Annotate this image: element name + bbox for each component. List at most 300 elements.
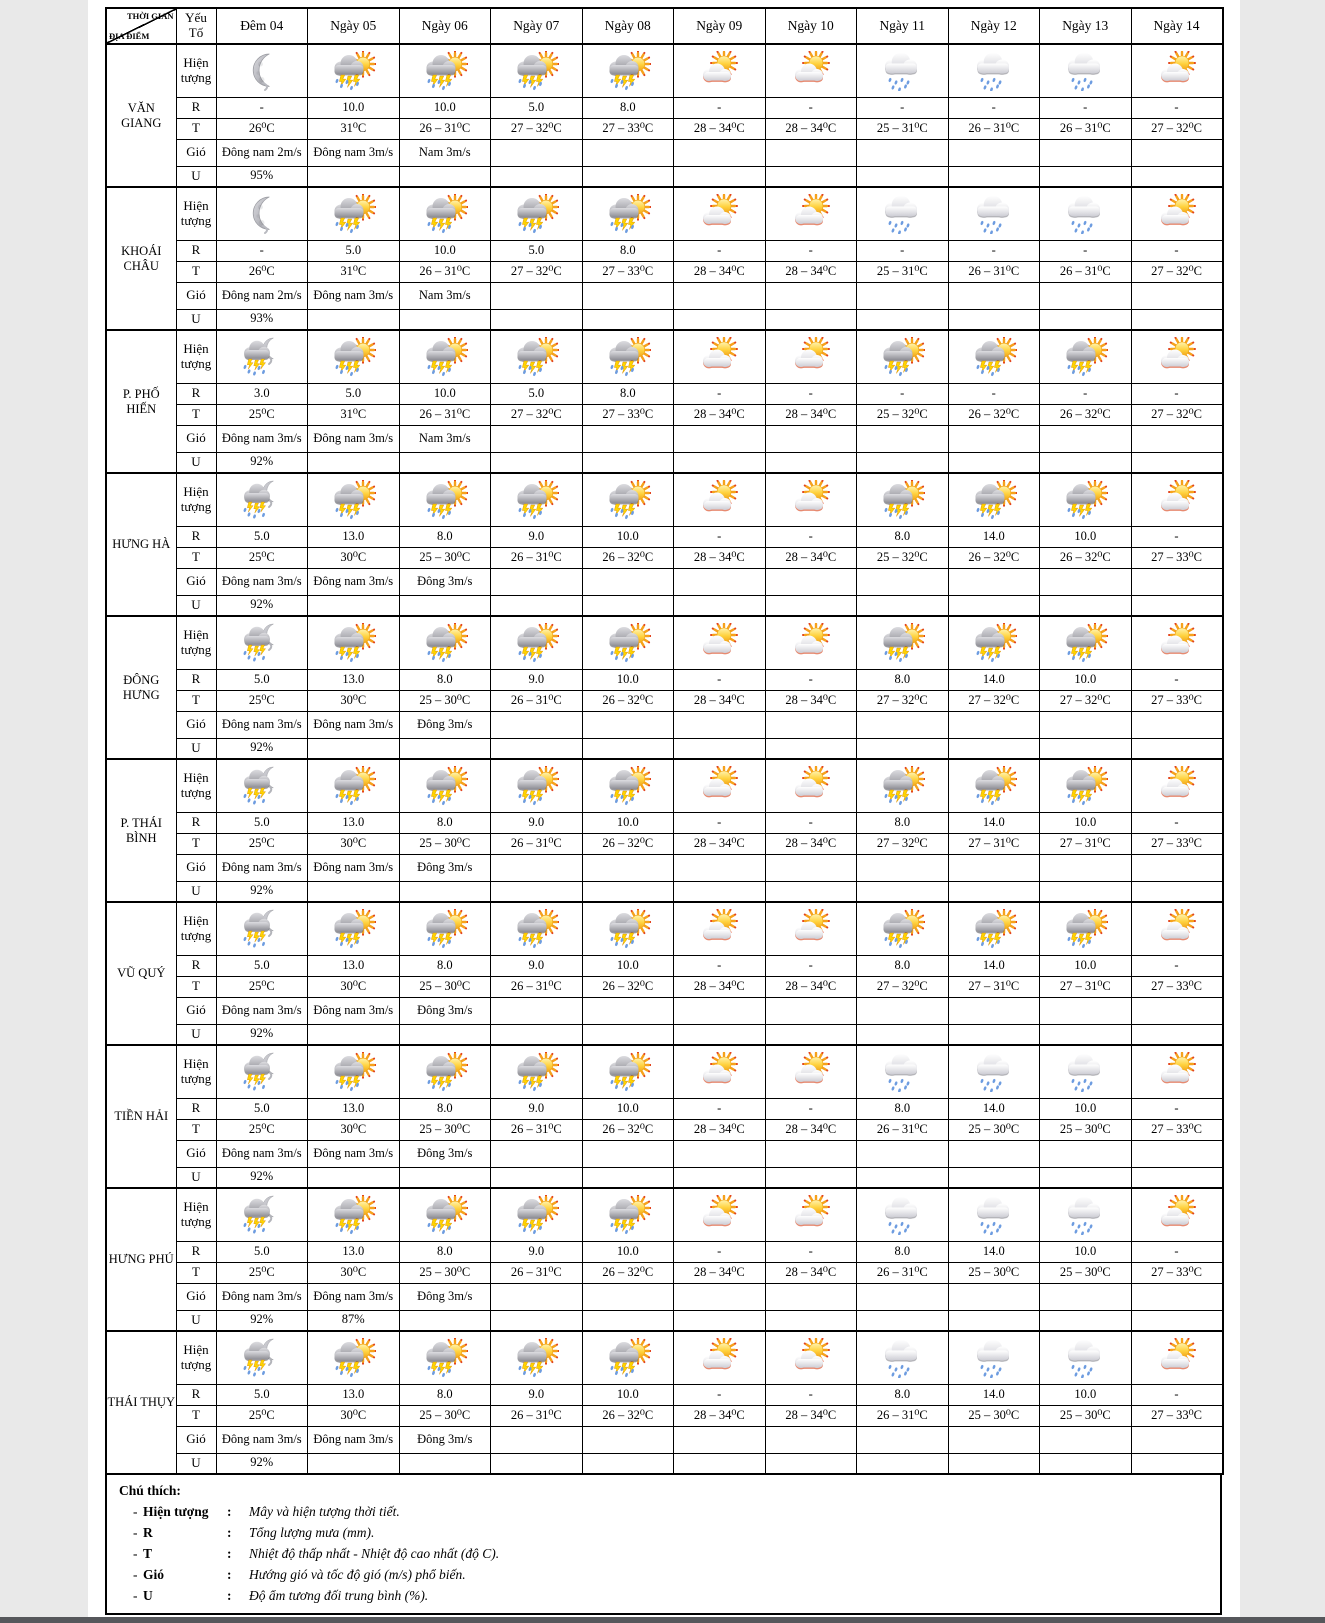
icon-storm-sun	[330, 766, 376, 806]
row-label-humidity: U	[176, 1310, 216, 1331]
wind-value	[674, 1426, 766, 1453]
icon-sun-cloud	[1154, 1338, 1200, 1378]
location-block	[106, 1188, 1223, 1331]
rain-value: 14.0	[948, 955, 1040, 976]
temp-value: 28 – 34⁰C	[765, 1119, 857, 1140]
icon-sun-cloud	[788, 51, 834, 91]
humidity-value	[1131, 309, 1223, 330]
wind-value: Đông nam 3m/s	[216, 1140, 308, 1167]
icon-night-storm	[239, 1338, 285, 1378]
humidity-value	[1131, 1310, 1223, 1331]
temp-value: 28 – 34⁰C	[765, 976, 857, 997]
rain-value: 10.0	[582, 1098, 674, 1119]
icon-moon	[239, 194, 285, 234]
rain-value: 8.0	[399, 526, 491, 547]
row-label-wind: Gió	[176, 711, 216, 738]
wind-value	[948, 997, 1040, 1024]
wind-value	[582, 997, 674, 1024]
wind-value	[491, 139, 583, 166]
phenomenon-cell	[491, 187, 583, 240]
phenomenon-cell	[216, 1188, 308, 1241]
phenomenon-cell	[674, 759, 766, 812]
corner-cell	[106, 8, 176, 44]
wind-value	[1040, 854, 1132, 881]
humidity-value	[399, 452, 491, 473]
humidity-value	[582, 1167, 674, 1188]
wind-value	[582, 854, 674, 881]
icon-storm-sun	[513, 766, 559, 806]
humidity-value	[765, 1453, 857, 1474]
humidity-value	[1040, 738, 1132, 759]
col-header-1: Ngày 05	[308, 8, 400, 44]
rain-value: -	[948, 383, 1040, 404]
temp-value: 25 – 30⁰C	[1040, 1119, 1132, 1140]
phenomenon-cell	[765, 187, 857, 240]
wind-value: Đông 3m/s	[399, 997, 491, 1024]
humidity-value	[582, 738, 674, 759]
phenomenon-cell	[399, 330, 491, 383]
phenomenon-cell	[1131, 759, 1223, 812]
phenomenon-cell	[1040, 616, 1132, 669]
phenomenon-cell	[399, 902, 491, 955]
icon-sun-cloud	[1154, 51, 1200, 91]
phenomenon-cell	[491, 1188, 583, 1241]
wind-value	[1040, 997, 1132, 1024]
row-label-rain: R	[176, 1241, 216, 1262]
wind-value	[582, 568, 674, 595]
icon-sun-cloud	[788, 480, 834, 520]
wind-value	[1131, 139, 1223, 166]
wind-value	[1131, 854, 1223, 881]
temp-value: 25⁰C	[216, 1405, 308, 1426]
phenomenon-cell	[1040, 902, 1132, 955]
phenomenon-cell	[491, 1331, 583, 1384]
rain-value: 5.0	[216, 1098, 308, 1119]
phenomenon-cell	[674, 616, 766, 669]
humidity-value	[765, 309, 857, 330]
phenomenon-cell	[674, 902, 766, 955]
rain-value: 5.0	[308, 240, 400, 261]
temp-value: 28 – 34⁰C	[765, 833, 857, 854]
humidity-value	[399, 881, 491, 902]
temp-value: 25 – 30⁰C	[399, 1119, 491, 1140]
rain-value: 5.0	[491, 383, 583, 404]
phenomenon-cell	[1131, 187, 1223, 240]
row-label-phenomenon: Hiện tượng	[176, 187, 216, 240]
temp-value: 26 – 32⁰C	[1040, 547, 1132, 568]
temp-value: 28 – 34⁰C	[674, 1262, 766, 1283]
wind-value	[1131, 1283, 1223, 1310]
wind-value: Đông nam 3m/s	[216, 1283, 308, 1310]
humidity-value	[399, 1024, 491, 1045]
rain-value: -	[674, 526, 766, 547]
temp-value: 26 – 32⁰C	[582, 547, 674, 568]
phenomenon-cell	[582, 902, 674, 955]
wind-value	[491, 1426, 583, 1453]
phenomenon-cell	[216, 616, 308, 669]
humidity-value	[857, 1167, 949, 1188]
phenomenon-cell	[308, 44, 400, 97]
forecast-table	[105, 7, 1224, 1475]
wind-value	[765, 568, 857, 595]
icon-storm-sun	[1062, 337, 1108, 377]
phenomenon-cell	[582, 330, 674, 383]
temp-value: 26 – 31⁰C	[857, 1405, 949, 1426]
wind-value	[1040, 282, 1132, 309]
wind-value: Nam 3m/s	[399, 425, 491, 452]
humidity-value	[308, 881, 400, 902]
rain-value: 5.0	[216, 955, 308, 976]
icon-storm-sun	[879, 766, 925, 806]
wind-value	[674, 282, 766, 309]
col-header-6: Ngày 10	[765, 8, 857, 44]
icon-sun-cloud	[788, 1195, 834, 1235]
icon-sun-cloud	[696, 1338, 742, 1378]
temp-value: 28 – 34⁰C	[674, 690, 766, 711]
wind-value	[1131, 568, 1223, 595]
temp-value: 26⁰C	[216, 118, 308, 139]
phenomenon-cell	[308, 1045, 400, 1098]
phenomenon-cell	[582, 473, 674, 526]
icon-sun-cloud	[696, 194, 742, 234]
icon-storm-sun	[1062, 909, 1108, 949]
wind-value	[674, 568, 766, 595]
rain-value: 10.0	[399, 97, 491, 118]
temp-value: 30⁰C	[308, 976, 400, 997]
icon-sun-cloud	[788, 909, 834, 949]
icon-storm-sun	[330, 480, 376, 520]
row-label-humidity: U	[176, 1167, 216, 1188]
legend-term: U	[143, 1588, 153, 1603]
row-label-temp: T	[176, 833, 216, 854]
row-label-temp: T	[176, 1119, 216, 1140]
rain-value: -	[857, 97, 949, 118]
phenomenon-cell	[582, 1331, 674, 1384]
icon-storm-sun	[330, 51, 376, 91]
phenomenon-cell	[948, 44, 1040, 97]
wind-value	[1131, 282, 1223, 309]
icon-storm-sun	[1062, 766, 1108, 806]
icon-storm-sun	[605, 1338, 651, 1378]
row-label-humidity: U	[176, 452, 216, 473]
humidity-value	[1040, 881, 1132, 902]
icon-storm-sun	[605, 1195, 651, 1235]
icon-rain-cloud	[879, 1195, 925, 1235]
legend-desc: Hướng gió và tốc độ gió (m/s) phổ biến.	[249, 1567, 466, 1582]
temp-value: 25⁰C	[216, 404, 308, 425]
temp-value: 26 – 31⁰C	[857, 1262, 949, 1283]
icon-night-storm	[239, 766, 285, 806]
wind-value	[491, 997, 583, 1024]
wind-value	[1131, 711, 1223, 738]
phenomenon-cell	[765, 1188, 857, 1241]
phenomenon-cell	[582, 44, 674, 97]
wind-value	[1040, 1283, 1132, 1310]
temp-value: 27 – 32⁰C	[948, 690, 1040, 711]
phenomenon-cell	[491, 902, 583, 955]
wind-value	[765, 139, 857, 166]
icon-storm-sun	[330, 909, 376, 949]
icon-storm-sun	[513, 480, 559, 520]
temp-value: 26 – 31⁰C	[1040, 118, 1132, 139]
rain-value: 8.0	[857, 1384, 949, 1405]
wind-value: Nam 3m/s	[399, 139, 491, 166]
rain-value: -	[1131, 97, 1223, 118]
rain-value: 13.0	[308, 812, 400, 833]
rain-value: -	[765, 812, 857, 833]
rain-value: 5.0	[216, 812, 308, 833]
rain-value: 13.0	[308, 955, 400, 976]
humidity-value	[674, 738, 766, 759]
legend-item	[133, 1501, 1220, 1522]
phenomenon-cell	[399, 473, 491, 526]
wind-value: Đông 3m/s	[399, 854, 491, 881]
row-label-humidity: U	[176, 309, 216, 330]
phenomenon-cell	[1131, 902, 1223, 955]
wind-value	[857, 711, 949, 738]
humidity-value	[948, 1167, 1040, 1188]
icon-storm-sun	[1062, 623, 1108, 663]
rain-value: -	[765, 383, 857, 404]
rain-value: 8.0	[582, 383, 674, 404]
humidity-value	[948, 166, 1040, 187]
icon-storm-sun	[971, 623, 1017, 663]
humidity-value	[948, 881, 1040, 902]
phenomenon-cell	[765, 1045, 857, 1098]
phenomenon-cell	[948, 1331, 1040, 1384]
temp-value: 28 – 34⁰C	[765, 1405, 857, 1426]
legend-term: R	[143, 1525, 153, 1540]
temp-value: 27 – 32⁰C	[857, 833, 949, 854]
temp-value: 28 – 34⁰C	[765, 690, 857, 711]
icon-sun-cloud	[788, 1052, 834, 1092]
icon-rain-cloud	[879, 1052, 925, 1092]
location-block	[106, 616, 1223, 759]
rain-value: 10.0	[1040, 669, 1132, 690]
wind-value	[765, 711, 857, 738]
temp-value: 30⁰C	[308, 1262, 400, 1283]
phenomenon-cell	[582, 1188, 674, 1241]
humidity-value	[491, 309, 583, 330]
rain-value: 9.0	[491, 955, 583, 976]
rain-value: -	[1131, 1384, 1223, 1405]
icon-storm-sun	[513, 1052, 559, 1092]
humidity-value	[491, 881, 583, 902]
phenomenon-cell	[1040, 1188, 1132, 1241]
phenomenon-cell	[582, 1045, 674, 1098]
temp-value: 28 – 34⁰C	[674, 1405, 766, 1426]
rain-value: 10.0	[582, 1384, 674, 1405]
temp-value: 27 – 33⁰C	[582, 118, 674, 139]
temp-value: 25⁰C	[216, 976, 308, 997]
rain-value: 8.0	[582, 97, 674, 118]
rain-value: 8.0	[582, 240, 674, 261]
icon-storm-sun	[971, 909, 1017, 949]
humidity-value	[1131, 166, 1223, 187]
humidity-value	[399, 309, 491, 330]
phenomenon-cell	[948, 616, 1040, 669]
location-name: TIỀN HẢI	[106, 1045, 176, 1188]
rain-value: 8.0	[857, 669, 949, 690]
row-label-rain: R	[176, 240, 216, 261]
rain-value: 9.0	[491, 1384, 583, 1405]
icon-rain-cloud	[1062, 1195, 1108, 1235]
phenomenon-cell	[674, 1331, 766, 1384]
rain-value: -	[1131, 526, 1223, 547]
icon-night-storm	[239, 909, 285, 949]
rain-value: 8.0	[857, 1241, 949, 1262]
temp-value: 25⁰C	[216, 1262, 308, 1283]
humidity-value	[399, 1167, 491, 1188]
location-name: VŨ QUÝ	[106, 902, 176, 1045]
phenomenon-cell	[582, 759, 674, 812]
phenomenon-cell	[1131, 1045, 1223, 1098]
phenomenon-cell	[308, 902, 400, 955]
rain-value: -	[1040, 240, 1132, 261]
temp-value: 26 – 31⁰C	[491, 1405, 583, 1426]
rain-value: 8.0	[857, 526, 949, 547]
phenomenon-cell	[857, 759, 949, 812]
wind-value: Đông nam 3m/s	[216, 568, 308, 595]
rain-value: 10.0	[399, 383, 491, 404]
location-block	[106, 330, 1223, 473]
humidity-value	[674, 166, 766, 187]
temp-value: 26 – 31⁰C	[948, 261, 1040, 282]
icon-sun-cloud	[788, 766, 834, 806]
document-page	[88, 0, 1240, 1617]
temp-value: 25 – 30⁰C	[399, 1405, 491, 1426]
humidity-value	[308, 309, 400, 330]
legend-item	[133, 1564, 1220, 1585]
row-label-humidity: U	[176, 595, 216, 616]
legend-title: Chú thích:	[119, 1483, 181, 1498]
temp-value: 30⁰C	[308, 547, 400, 568]
phenomenon-cell	[308, 616, 400, 669]
phenomenon-cell	[216, 473, 308, 526]
temp-value: 26 – 32⁰C	[582, 690, 674, 711]
icon-storm-sun	[422, 909, 468, 949]
wind-value	[491, 282, 583, 309]
icon-storm-sun	[879, 480, 925, 520]
humidity-value	[1040, 1024, 1132, 1045]
temp-value: 27 – 33⁰C	[1131, 1405, 1223, 1426]
icon-storm-sun	[422, 766, 468, 806]
phenomenon-cell	[1131, 473, 1223, 526]
rain-value: 8.0	[399, 669, 491, 690]
temp-value: 26 – 31⁰C	[491, 547, 583, 568]
rain-value: -	[674, 97, 766, 118]
icon-storm-sun	[422, 1195, 468, 1235]
phenomenon-cell	[765, 44, 857, 97]
icon-sun-cloud	[1154, 194, 1200, 234]
row-label-temp: T	[176, 118, 216, 139]
icon-sun-cloud	[1154, 1052, 1200, 1092]
temp-value: 25 – 31⁰C	[857, 118, 949, 139]
icon-rain-cloud	[879, 1338, 925, 1378]
rain-value: -	[857, 383, 949, 404]
rain-value: -	[216, 97, 308, 118]
wind-value: Đông nam 2m/s	[216, 282, 308, 309]
icon-night-storm	[239, 1195, 285, 1235]
row-label-temp: T	[176, 547, 216, 568]
col-header-5: Ngày 09	[674, 8, 766, 44]
icon-rain-cloud	[1062, 194, 1108, 234]
icon-storm-sun	[605, 766, 651, 806]
temp-value: 25 – 32⁰C	[857, 547, 949, 568]
humidity-value	[1040, 166, 1132, 187]
icon-rain-cloud	[1062, 1338, 1108, 1378]
temp-value: 25 – 30⁰C	[399, 833, 491, 854]
temp-value: 28 – 34⁰C	[674, 547, 766, 568]
wind-value	[765, 1283, 857, 1310]
humidity-value	[857, 738, 949, 759]
humidity-value	[308, 1024, 400, 1045]
icon-sun-cloud	[696, 480, 742, 520]
legend-bullet: -	[133, 1588, 138, 1603]
temp-value: 28 – 34⁰C	[765, 1262, 857, 1283]
icon-sun-cloud	[788, 337, 834, 377]
phenomenon-cell	[765, 902, 857, 955]
phenomenon-cell	[399, 1331, 491, 1384]
rain-value: 14.0	[948, 1384, 1040, 1405]
icon-storm-sun	[605, 337, 651, 377]
legend-desc: Tổng lượng mưa (mm).	[249, 1525, 375, 1540]
temp-value: 26 – 32⁰C	[1040, 404, 1132, 425]
humidity-value: 92%	[216, 1167, 308, 1188]
humidity-value	[491, 1024, 583, 1045]
humidity-value: 93%	[216, 309, 308, 330]
temp-value: 27 – 32⁰C	[1131, 261, 1223, 282]
humidity-value	[948, 309, 1040, 330]
wind-value	[948, 854, 1040, 881]
icon-sun-cloud	[696, 766, 742, 806]
row-label-temp: T	[176, 690, 216, 711]
humidity-value	[399, 738, 491, 759]
temp-value: 28 – 34⁰C	[765, 118, 857, 139]
rain-value: 8.0	[399, 1384, 491, 1405]
col-header-9: Ngày 13	[1040, 8, 1132, 44]
temp-value: 25⁰C	[216, 833, 308, 854]
humidity-value	[948, 738, 1040, 759]
icon-rain-cloud	[971, 1052, 1017, 1092]
legend-item	[133, 1585, 1220, 1606]
wind-value	[491, 854, 583, 881]
humidity-value	[491, 1310, 583, 1331]
temp-value: 25⁰C	[216, 1119, 308, 1140]
legend	[105, 1475, 1222, 1615]
temp-value: 27 – 33⁰C	[1131, 1119, 1223, 1140]
phenomenon-cell	[857, 902, 949, 955]
row-label-phenomenon: Hiện tượng	[176, 473, 216, 526]
wind-value	[857, 854, 949, 881]
row-label-wind: Gió	[176, 1283, 216, 1310]
humidity-value	[491, 166, 583, 187]
humidity-value	[857, 452, 949, 473]
temp-value: 26 – 31⁰C	[491, 1262, 583, 1283]
temp-value: 26 – 32⁰C	[948, 547, 1040, 568]
humidity-value	[857, 1453, 949, 1474]
phenomenon-cell	[308, 330, 400, 383]
wind-value	[1040, 425, 1132, 452]
location-name: HƯNG HÀ	[106, 473, 176, 616]
phenomenon-cell	[216, 1331, 308, 1384]
icon-storm-sun	[971, 337, 1017, 377]
phenomenon-cell	[857, 1331, 949, 1384]
icon-sun-cloud	[696, 51, 742, 91]
rain-value: 5.0	[491, 97, 583, 118]
rain-value: -	[1131, 812, 1223, 833]
wind-value	[582, 139, 674, 166]
